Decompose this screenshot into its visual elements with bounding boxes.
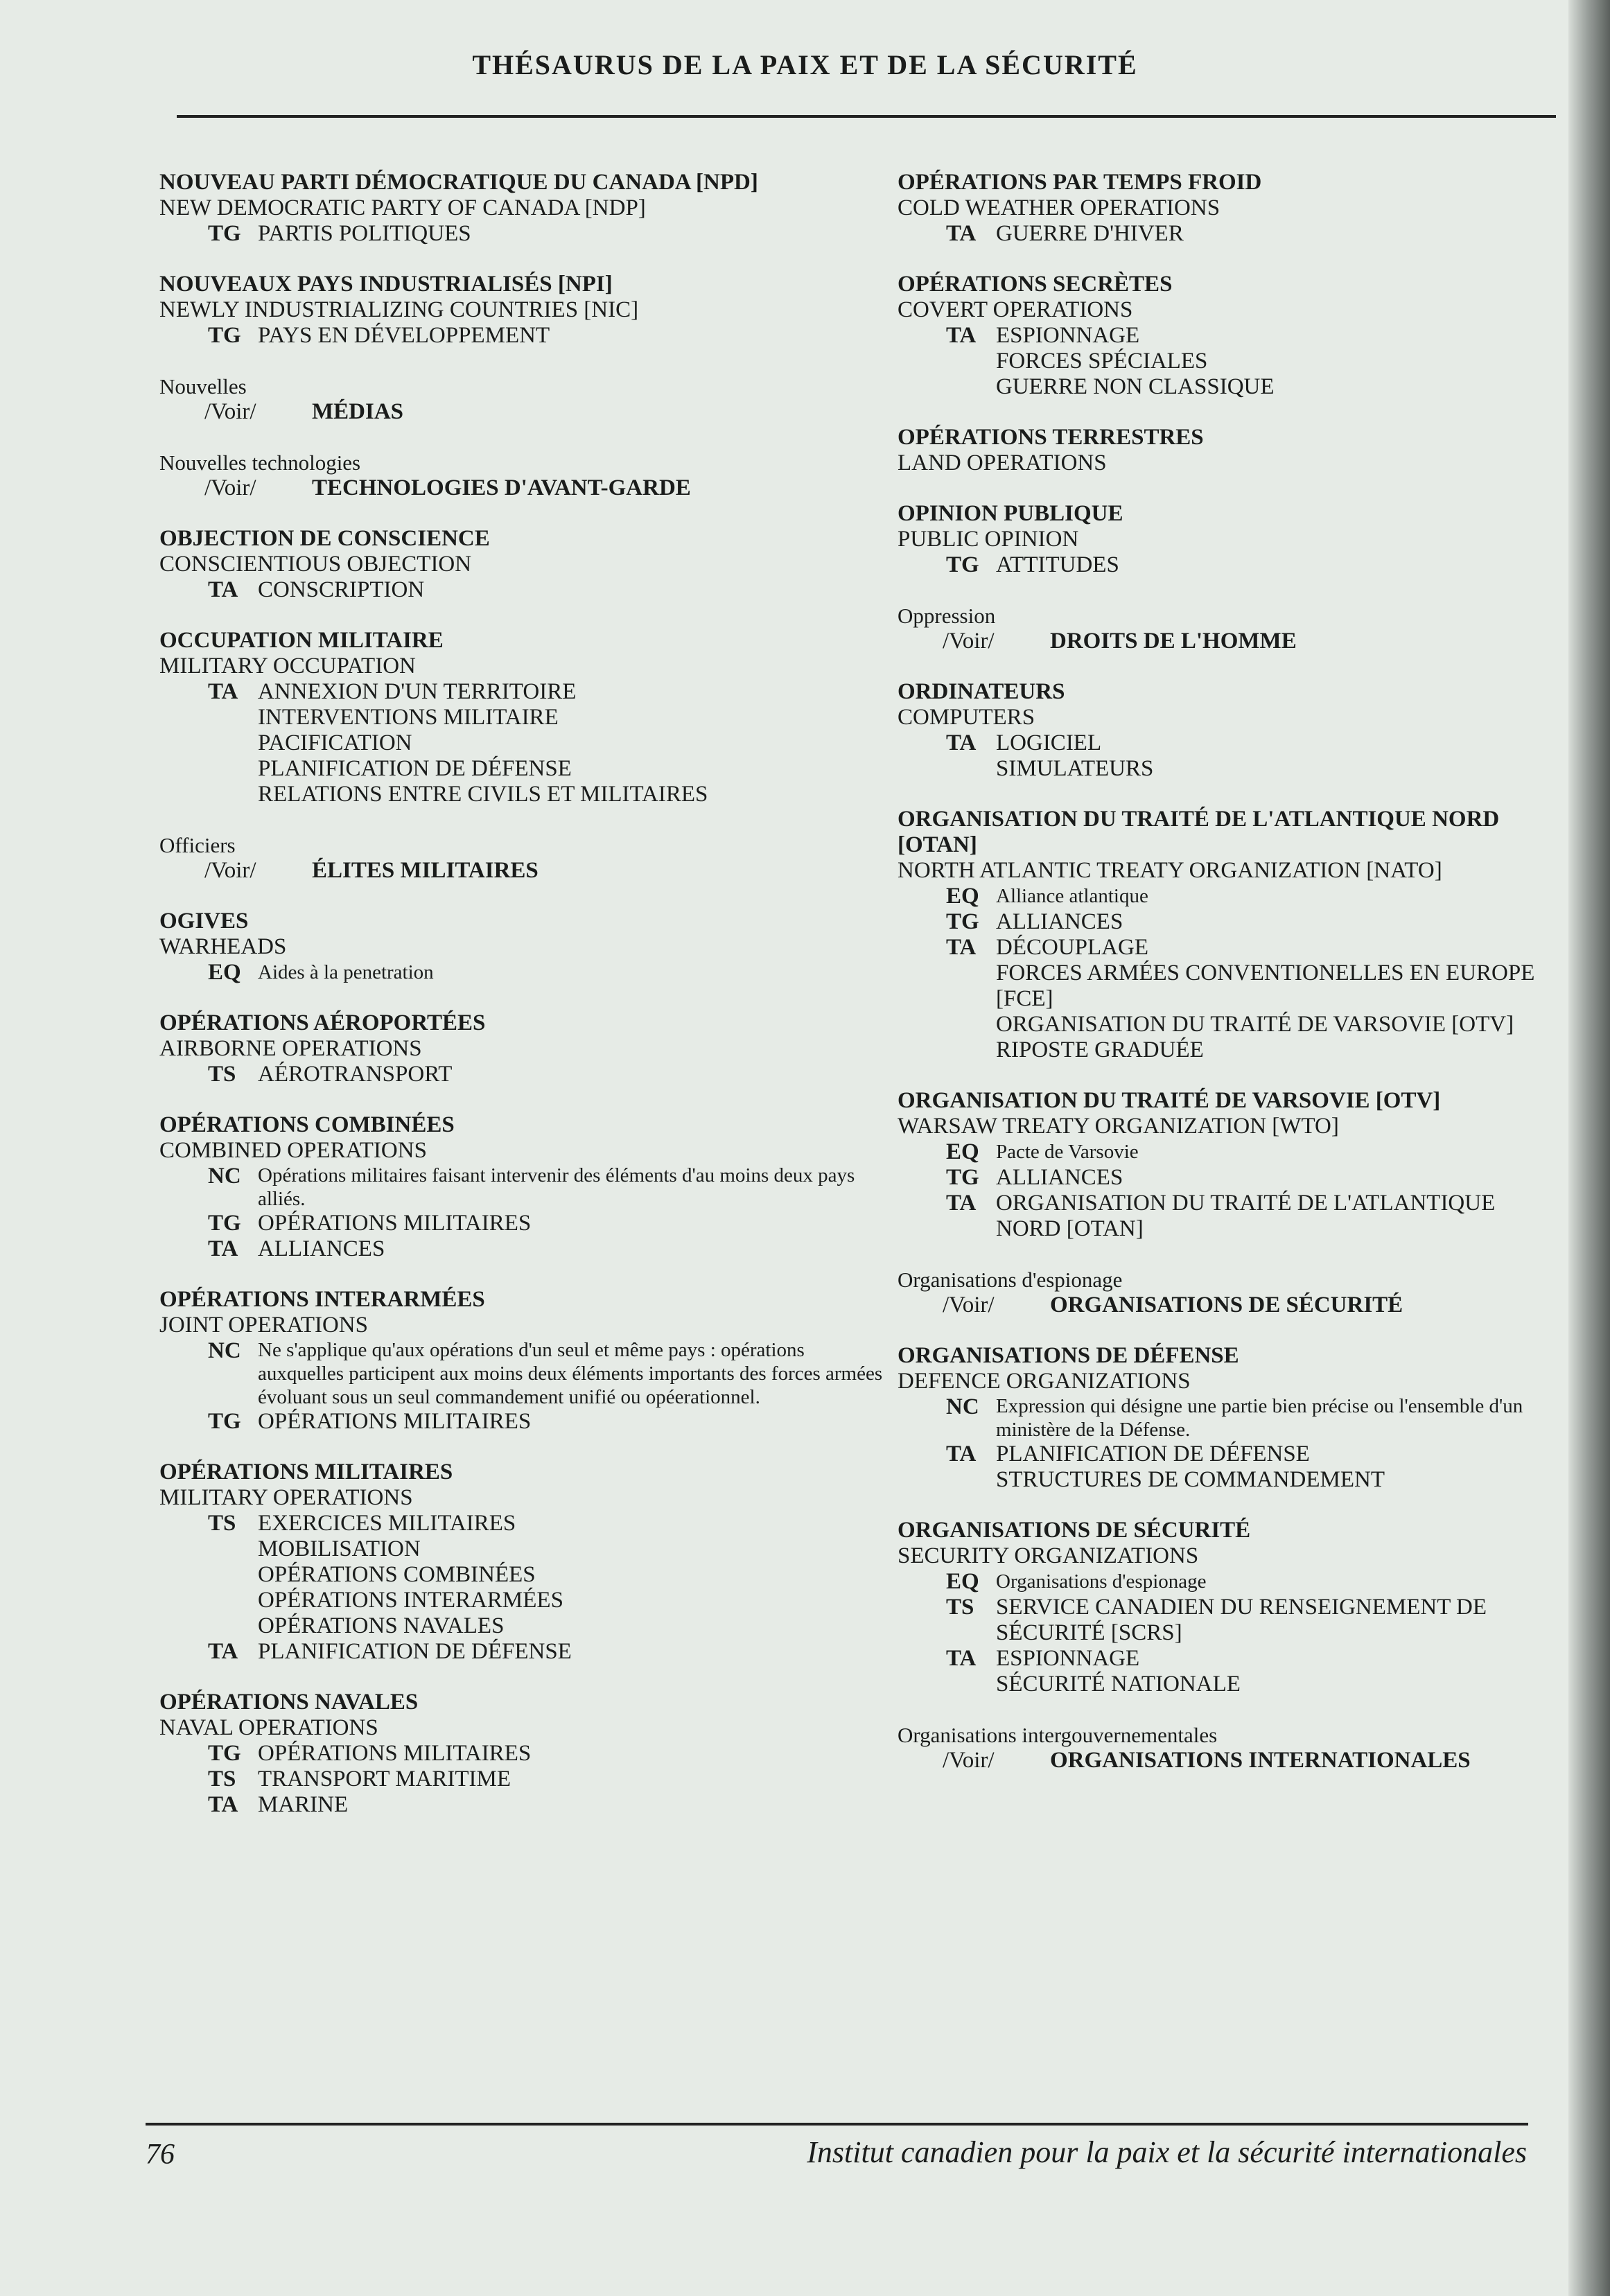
thesaurus-entry	[159, 628, 887, 807]
relation-code: EQ	[946, 1139, 979, 1164]
footer-institution: Institut canadien pour la paix et la sécurité internationales	[807, 2135, 1527, 2169]
relation-code: TA	[946, 1646, 977, 1671]
thesaurus-entry	[159, 832, 887, 884]
relation-values	[996, 323, 1546, 400]
relation-values	[996, 1139, 1546, 1165]
thesaurus-entry	[898, 1088, 1546, 1242]
relation-code: TA	[208, 1639, 238, 1664]
descriptor-term: OPÉRATIONS COMBINÉES	[159, 1112, 455, 1137]
non-descriptor-term: Nouvelles	[159, 374, 247, 398]
related-term: GUERRE NON CLASSIQUE	[996, 374, 1275, 399]
thesaurus-entry	[159, 1287, 887, 1435]
relation-code: TG	[946, 1165, 979, 1190]
related-term: SIMULATEURS	[996, 756, 1154, 781]
relation-row	[159, 1511, 887, 1639]
descriptor-term: ORGANISATION DU TRAITÉ DE VARSOVIE [OTV]	[898, 1088, 1441, 1113]
related-term: ORGANISATION DU TRAITÉ DE L'ATLANTIQUE NORD [OTAN]	[996, 1191, 1496, 1241]
thesaurus-entry	[898, 603, 1546, 654]
relation-values	[258, 1792, 887, 1818]
see-target: MÉDIAS	[312, 399, 404, 424]
relation-row	[159, 1338, 887, 1409]
see-reference	[159, 475, 887, 501]
related-term: SÉCURITÉ NATIONALE	[996, 1672, 1241, 1697]
english-equivalent: COVERT OPERATIONS	[898, 297, 1133, 322]
related-term: OPÉRATIONS MILITAIRES	[258, 1409, 532, 1434]
english-equivalent: PUBLIC OPINION	[898, 527, 1079, 552]
running-head: THÉSAURUS DE LA PAIX ET DE LA SÉCURITÉ	[472, 49, 1138, 80]
relation-values	[996, 730, 1546, 782]
left-column	[159, 170, 887, 1843]
relation-values	[996, 909, 1546, 935]
thesaurus-entry	[159, 170, 887, 247]
relation-values	[996, 1646, 1546, 1697]
relation-code: TA	[208, 679, 238, 704]
relation-code: TG	[208, 323, 241, 348]
relation-row	[898, 1595, 1546, 1646]
relation-row	[159, 323, 887, 349]
see-target: TECHNOLOGIES D'AVANT-GARDE	[312, 475, 691, 500]
related-term: FORCES ARMÉES CONVENTIONELLES EN EUROPE [FCE]	[996, 961, 1535, 1011]
relation-row	[898, 1191, 1546, 1242]
relation-code: TA	[946, 1191, 977, 1216]
see-label: /Voir/	[943, 1748, 995, 1773]
relation-values	[996, 221, 1546, 247]
english-equivalent: CONSCIENTIOUS OBJECTION	[159, 552, 472, 577]
relation-values	[258, 1741, 887, 1767]
relation-row	[898, 552, 1546, 578]
related-term: ALLIANCES	[996, 909, 1123, 934]
english-equivalent: AIRBORNE OPERATIONS	[159, 1036, 422, 1061]
relation-code: TS	[208, 1062, 236, 1087]
relation-values	[996, 884, 1546, 909]
related-term: MOBILISATION	[258, 1536, 421, 1561]
english-equivalent: NEWLY INDUSTRIALIZING COUNTRIES [NIC]	[159, 297, 639, 322]
related-term: SERVICE CANADIEN DU RENSEIGNEMENT DE SÉCURITÉ [SCRS]	[996, 1595, 1487, 1645]
related-term: OPÉRATIONS MILITAIRES	[258, 1211, 532, 1236]
english-equivalent: COLD WEATHER OPERATIONS	[898, 195, 1220, 220]
non-descriptor-term: Nouvelles technologies	[159, 450, 361, 475]
related-term: PLANIFICATION DE DÉFENSE	[258, 1639, 572, 1664]
relation-row	[898, 323, 1546, 400]
descriptor-term: OPÉRATIONS TERRESTRES	[898, 425, 1204, 450]
relation-row	[898, 1569, 1546, 1595]
descriptor-term: OPINION PUBLIQUE	[898, 501, 1123, 526]
see-label: /Voir/	[204, 858, 256, 883]
see-reference	[159, 858, 887, 884]
english-equivalent: JOINT OPERATIONS	[159, 1313, 368, 1338]
descriptor-term: ORDINATEURS	[898, 679, 1065, 704]
see-reference	[898, 629, 1546, 654]
right-column	[898, 170, 1546, 1798]
descriptor-term: OPÉRATIONS PAR TEMPS FROID	[898, 170, 1262, 195]
thesaurus-entry	[898, 1267, 1546, 1318]
thesaurus-entry	[159, 1112, 887, 1262]
related-term: AÉROTRANSPORT	[258, 1062, 453, 1087]
english-equivalent: MILITARY OPERATIONS	[159, 1485, 413, 1510]
related-term: OPÉRATIONS COMBINÉES	[258, 1562, 536, 1587]
descriptor-term: OPÉRATIONS AÉROPORTÉES	[159, 1010, 486, 1035]
related-term: LOGICIEL	[996, 730, 1102, 755]
relation-code: TG	[946, 909, 979, 934]
relation-values	[258, 960, 887, 985]
descriptor-term: OPÉRATIONS INTERARMÉES	[159, 1287, 485, 1312]
relation-code: TA	[946, 935, 977, 960]
relation-code: TG	[946, 552, 979, 577]
relation-values	[258, 1767, 887, 1792]
related-term: ESPIONNAGE	[996, 323, 1140, 348]
english-equivalent: NEW DEMOCRATIC PARTY OF CANADA [NDP]	[159, 195, 646, 220]
relation-row	[159, 1062, 887, 1087]
thesaurus-entry	[159, 1010, 887, 1087]
relation-row	[159, 679, 887, 807]
relation-row	[159, 1164, 887, 1211]
page-number: 76	[146, 2139, 175, 2171]
relation-values	[258, 221, 887, 247]
english-equivalent: COMPUTERS	[898, 705, 1035, 730]
relation-row	[898, 909, 1546, 935]
related-term: PLANIFICATION DE DÉFENSE	[258, 756, 572, 781]
relation-code: TA	[946, 1441, 977, 1466]
relation-values	[996, 1165, 1546, 1191]
scope-note: Expression qui désigne une partie bien précise ou l'ensemble d'un ministère de la Défense.	[996, 1395, 1523, 1441]
non-descriptor-term: Officiers	[159, 833, 236, 857]
relation-row	[898, 221, 1546, 247]
relation-code: TG	[208, 1211, 241, 1236]
relation-row	[898, 1646, 1546, 1697]
related-term: DÉCOUPLAGE	[996, 935, 1148, 960]
english-equivalent: LAND OPERATIONS	[898, 450, 1107, 475]
related-term: RIPOSTE GRADUÉE	[996, 1037, 1204, 1062]
relation-values	[996, 552, 1546, 578]
english-equivalent: NAVAL OPERATIONS	[159, 1715, 378, 1740]
relation-values	[258, 1236, 887, 1262]
descriptor-term: OGIVES	[159, 909, 249, 934]
descriptor-term: NOUVEAUX PAYS INDUSTRIALISÉS [NPI]	[159, 272, 613, 297]
related-term: TRANSPORT MARITIME	[258, 1767, 511, 1791]
thesaurus-entry	[898, 1518, 1546, 1697]
relation-values	[258, 323, 887, 349]
see-target: ORGANISATIONS INTERNATIONALES	[1050, 1748, 1471, 1773]
relation-values	[996, 935, 1546, 1063]
english-equivalent: SECURITY ORGANIZATIONS	[898, 1543, 1199, 1568]
relation-code: TG	[208, 221, 241, 246]
related-term: Aides à la penetration	[258, 961, 434, 983]
thesaurus-entry	[898, 501, 1546, 578]
descriptor-term: OPÉRATIONS NAVALES	[159, 1690, 419, 1715]
relation-values	[258, 1409, 887, 1435]
relation-values	[258, 1511, 887, 1639]
related-term: MARINE	[258, 1792, 349, 1817]
relation-values	[996, 1441, 1546, 1493]
thesaurus-entry	[898, 272, 1546, 400]
english-equivalent: WARSAW TREATY ORGANIZATION [WTO]	[898, 1114, 1339, 1139]
related-term: INTERVENTIONS MILITAIRE	[258, 705, 559, 730]
relation-code: EQ	[208, 960, 241, 985]
thesaurus-entry	[159, 374, 887, 425]
thesaurus-entry	[898, 170, 1546, 247]
english-equivalent: NORTH ATLANTIC TREATY ORGANIZATION [NATO]	[898, 858, 1442, 883]
related-term: ORGANISATION DU TRAITÉ DE VARSOVIE [OTV]	[996, 1012, 1514, 1037]
related-term: Alliance atlantique	[996, 885, 1148, 907]
related-term: STRUCTURES DE COMMANDEMENT	[996, 1467, 1385, 1492]
related-term: ANNEXION D'UN TERRITOIRE	[258, 679, 577, 704]
descriptor-term: ORGANISATIONS DE SÉCURITÉ	[898, 1518, 1251, 1543]
relation-row	[898, 1441, 1546, 1493]
thesaurus-entry	[159, 526, 887, 603]
relation-code: EQ	[946, 1569, 979, 1594]
relation-code: TA	[208, 1792, 238, 1817]
scope-note: Ne s'applique qu'aux opérations d'un seul et même pays : opérations auxquelles participent aux moins deux éléments importants des forces armées évoluant sous un seul commandement unifié ou opéerationnel.	[258, 1339, 883, 1408]
relation-code: TA	[208, 1236, 238, 1261]
relation-values	[996, 1595, 1546, 1646]
thesaurus-entry	[159, 272, 887, 349]
thesaurus-entry	[159, 450, 887, 501]
see-target: DROITS DE L'HOMME	[1050, 629, 1297, 654]
related-term: RELATIONS ENTRE CIVILS ET MILITAIRES	[258, 782, 708, 807]
see-reference	[898, 1748, 1546, 1773]
see-reference	[898, 1292, 1546, 1318]
see-reference	[159, 399, 887, 425]
relation-row	[159, 1236, 887, 1262]
related-term: OPÉRATIONS MILITAIRES	[258, 1741, 532, 1766]
relation-row	[159, 577, 887, 603]
relation-row	[159, 1741, 887, 1767]
descriptor-term: ORGANISATIONS DE DÉFENSE	[898, 1343, 1239, 1368]
relation-code: NC	[946, 1394, 979, 1419]
related-term: CONSCRIPTION	[258, 577, 425, 602]
footer-rule	[146, 2123, 1528, 2126]
relation-code: TG	[208, 1409, 241, 1434]
non-descriptor-term: Organisations intergouvernementales	[898, 1723, 1218, 1747]
relation-row	[159, 1639, 887, 1665]
english-equivalent: WARHEADS	[159, 934, 287, 959]
page-binding-shadow	[1568, 0, 1610, 2296]
related-term: OPÉRATIONS NAVALES	[258, 1613, 505, 1638]
thesaurus-entry	[159, 1460, 887, 1665]
relation-code: TS	[946, 1595, 974, 1620]
relation-row	[898, 884, 1546, 909]
relation-row	[159, 960, 887, 985]
related-term: OPÉRATIONS INTERARMÉES	[258, 1588, 563, 1613]
related-term: ATTITUDES	[996, 552, 1119, 577]
relation-code: TA	[208, 577, 238, 602]
related-term: EXERCICES MILITAIRES	[258, 1511, 516, 1536]
relation-code: TA	[946, 730, 977, 755]
descriptor-term: OPÉRATIONS SECRÈTES	[898, 272, 1173, 297]
english-equivalent: MILITARY OCCUPATION	[159, 654, 416, 678]
related-term: FORCES SPÉCIALES	[996, 349, 1208, 374]
thesaurus-entry	[898, 807, 1546, 1063]
non-descriptor-term: Organisations d'espionage	[898, 1268, 1123, 1292]
see-target: ORGANISATIONS DE SÉCURITÉ	[1050, 1292, 1403, 1317]
related-term: ALLIANCES	[258, 1236, 385, 1261]
relation-row	[159, 1409, 887, 1435]
thesaurus-entry	[159, 909, 887, 985]
relation-row	[898, 730, 1546, 782]
relation-row	[159, 1211, 887, 1236]
descriptor-term: ORGANISATION DU TRAITÉ DE L'ATLANTIQUE NORD [OTAN]	[898, 807, 1500, 857]
thesaurus-entry	[898, 425, 1546, 476]
scope-note: Opérations militaires faisant intervenir des éléments d'au moins deux pays alliés.	[258, 1164, 855, 1210]
see-label: /Voir/	[943, 629, 995, 654]
relation-code: TS	[208, 1511, 236, 1536]
thesaurus-entry	[898, 1343, 1546, 1493]
descriptor-term: NOUVEAU PARTI DÉMOCRATIQUE DU CANADA [NPD]	[159, 170, 758, 195]
descriptor-term: OBJECTION DE CONSCIENCE	[159, 526, 490, 551]
relation-code: EQ	[946, 884, 979, 909]
relation-code: TA	[946, 221, 977, 246]
related-term: GUERRE D'HIVER	[996, 221, 1184, 246]
thesaurus-entry	[159, 1690, 887, 1818]
relation-code: TS	[208, 1767, 236, 1791]
relation-code: NC	[208, 1164, 241, 1189]
relation-values	[258, 1062, 887, 1087]
descriptor-term: OCCUPATION MILITAIRE	[159, 628, 444, 653]
see-label: /Voir/	[204, 399, 256, 424]
english-equivalent: DEFENCE ORGANIZATIONS	[898, 1369, 1191, 1394]
relation-values	[258, 577, 887, 603]
see-label: /Voir/	[943, 1292, 995, 1317]
relation-row	[898, 1139, 1546, 1165]
related-term: ESPIONNAGE	[996, 1646, 1140, 1671]
relation-code: NC	[208, 1338, 241, 1363]
related-term: PARTIS POLITIQUES	[258, 221, 471, 246]
relation-values	[258, 1211, 887, 1236]
related-term: PLANIFICATION DE DÉFENSE	[996, 1441, 1310, 1466]
related-term: Pacte de Varsovie	[996, 1141, 1139, 1163]
thesaurus-entry	[898, 1722, 1546, 1773]
header-rule	[177, 115, 1556, 118]
descriptor-term: OPÉRATIONS MILITAIRES	[159, 1460, 453, 1484]
relation-code: TA	[946, 323, 977, 348]
related-term: ALLIANCES	[996, 1165, 1123, 1190]
relation-row	[159, 1767, 887, 1792]
relation-values	[258, 1639, 887, 1665]
related-term: PAYS EN DÉVELOPPEMENT	[258, 323, 550, 348]
relation-row	[159, 221, 887, 247]
related-term: Organisations d'espionage	[996, 1570, 1207, 1593]
relation-row	[898, 1394, 1546, 1441]
relation-values	[996, 1569, 1546, 1595]
english-equivalent: COMBINED OPERATIONS	[159, 1138, 427, 1163]
relation-values	[996, 1191, 1546, 1242]
non-descriptor-term: Oppression	[898, 604, 996, 628]
relation-row	[898, 935, 1546, 1063]
relation-values	[258, 679, 887, 807]
relation-row	[159, 1792, 887, 1818]
relation-row	[898, 1165, 1546, 1191]
see-label: /Voir/	[204, 475, 256, 500]
related-term: PACIFICATION	[258, 730, 412, 755]
relation-code: TG	[208, 1741, 241, 1766]
see-target: ÉLITES MILITAIRES	[312, 858, 539, 883]
thesaurus-entry	[898, 679, 1546, 782]
